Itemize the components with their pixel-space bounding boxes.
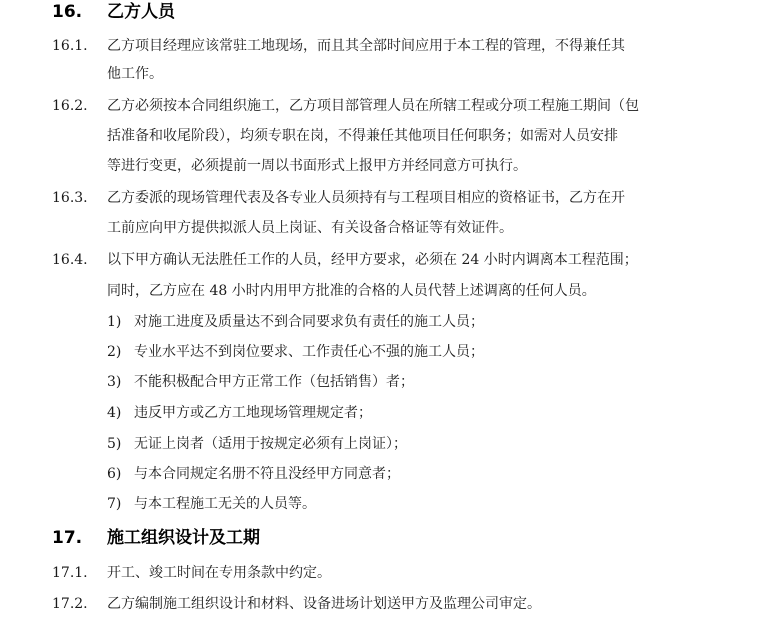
list-item-text: 不能积极配合甲方正常工作（包括销售）者； [134,374,414,390]
list-item [107,464,400,484]
list-item-text: 与本合同规定名册不符且没经甲方同意者； [134,466,400,482]
list-item-number: 6) [107,466,122,482]
clause-16-3-line-2: 工前应向甲方提供拟派人员上岗证、有关设备合格证等有效证件。 [107,220,513,236]
clause-16-2-line-1: 乙方必须按本合同组织施工，乙方项目部管理人员在所辖工程或分项工程施工期间（包 [107,98,639,114]
list-item-number: 4) [107,405,122,421]
list-item [107,372,414,392]
list-item-number: 5) [107,436,122,452]
section-heading-16 [52,2,175,22]
section-title: 乙方人员 [107,2,175,22]
list-item [107,434,407,454]
list-item-number: 3) [107,374,122,390]
list-item [107,494,316,514]
list-item-text: 对施工进度及质量达不到合同要求负有责任的施工人员； [134,314,484,330]
list-item [107,312,484,332]
clause-16-3-line-1: 乙方委派的现场管理代表及各专业人员须持有与工程项目相应的资格证书，乙方在开 [107,190,625,206]
clause-16-2-line-2: 括准备和收尾阶段），均须专职在岗，不得兼任其他项目任何职务；如需对人员安排 [107,128,618,144]
list-item-text: 违反甲方或乙方工地现场管理规定者； [134,405,372,421]
clause-number-16-3: 16.3. [52,190,88,206]
section-number: 16. [52,2,83,22]
clause-17-2-line-1: 乙方编制施工组织设计和材料、设备进场计划送甲方及监理公司审定。 [107,596,541,612]
clause-16-4-line-2: 同时，乙方应在 48 小时内用甲方批准的合格的人员代替上述调离的任何人员。 [107,283,596,299]
clause-number-17-1: 17.1. [52,565,88,581]
clause-number-17-2: 17.2. [52,596,88,612]
list-item-text: 与本工程施工无关的人员等。 [134,496,316,512]
list-item-text: 无证上岗者（适用于按规定必须有上岗证）； [134,436,407,452]
list-item-number: 1) [107,314,122,330]
clause-17-1-line-1: 开工、竣工时间在专用条款中约定。 [107,565,331,581]
list-item-number: 2) [107,344,122,360]
clause-number-16-4: 16.4. [52,252,88,268]
list-item [107,342,484,362]
section-title: 施工组织设计及工期 [107,528,260,548]
section-heading-17 [52,528,260,548]
clause-number-16-2: 16.2. [52,98,88,114]
section-number: 17. [52,528,83,548]
list-item-number: 7) [107,496,122,512]
list-item [107,403,372,423]
clause-16-1-line-2: 他工作。 [107,66,163,82]
clause-16-2-line-3: 等进行变更，必须提前一周以书面形式上报甲方并经同意方可执行。 [107,158,527,174]
list-item-text: 专业水平达不到岗位要求、工作责任心不强的施工人员； [134,344,484,360]
clause-16-1-line-1: 乙方项目经理应该常驻工地现场，而且其全部时间应用于本工程的管理，不得兼任其 [107,38,625,54]
clause-16-4-line-1: 以下甲方确认无法胜任工作的人员，经甲方要求，必须在 24 小时内调离本工程范围； [107,252,638,268]
clause-number-16-1: 16.1. [52,38,88,54]
